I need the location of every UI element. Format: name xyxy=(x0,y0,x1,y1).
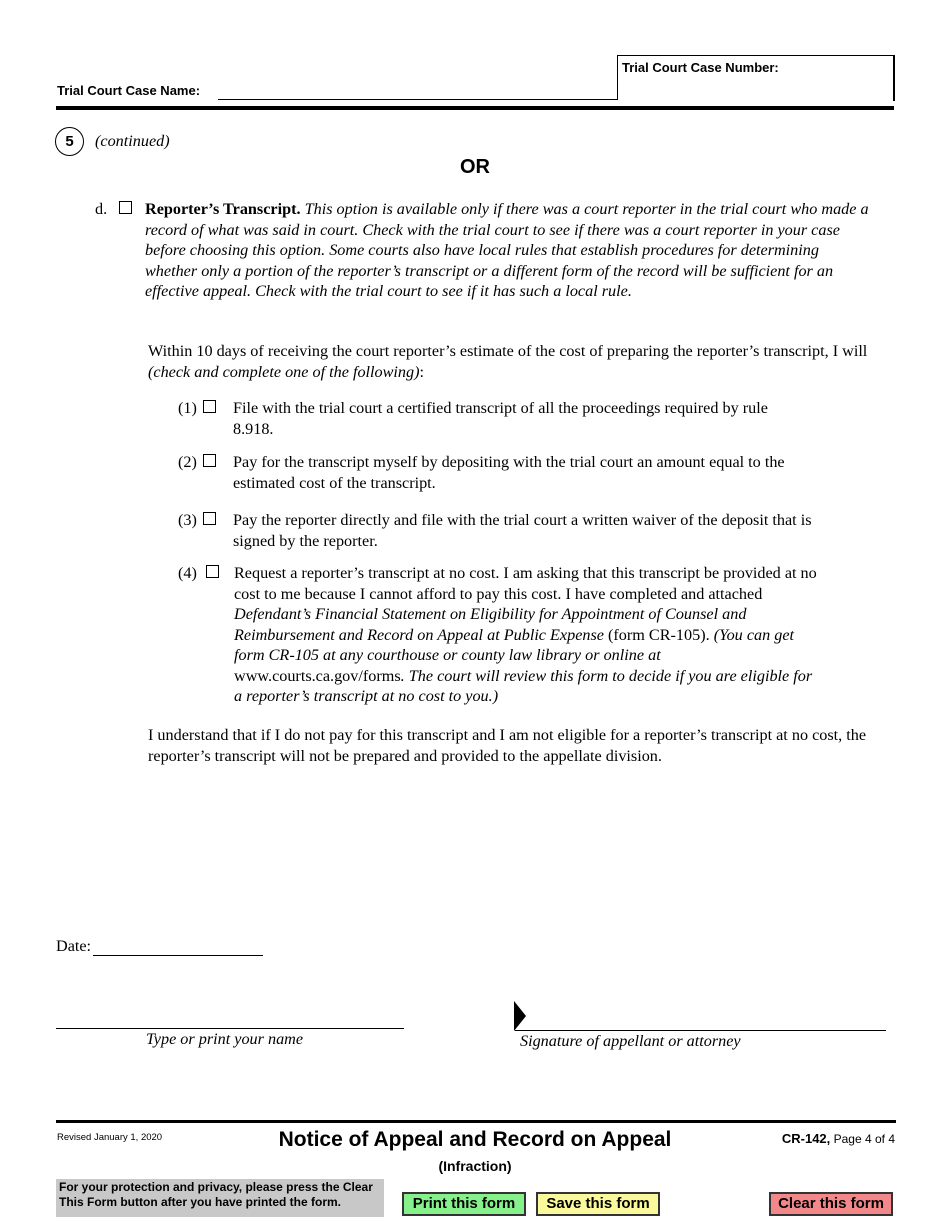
choice-4-paragraph xyxy=(234,563,824,707)
option-d-letter: d. xyxy=(95,200,108,218)
section-number-circle: 5 xyxy=(55,127,84,156)
signature-caption: Signature of appellant or attorney xyxy=(520,1032,741,1050)
choice-4-form-title: Defendant’s Financial Statement on Eligibility for Appointment of Counsel and Reimbursement and Record on Appeal at Public Expense xyxy=(234,605,747,644)
choice-4-url: www.courts.ca.gov/forms xyxy=(234,666,401,685)
footer-rule xyxy=(56,1120,896,1123)
understanding-paragraph: I understand that if I do not pay for this transcript and I am not eligible for a reporter’s transcript at no cost, the reporter’s transcript will not be prepared and provided to the appellate division. xyxy=(148,726,867,765)
option-d-paragraph xyxy=(145,199,875,302)
date-field[interactable] xyxy=(93,955,263,956)
choice-4-text: Request a reporter’s transcript at no cost. I am asking that this transcript be provided at no cost to me because I cannot afford to pay this cost. I have completed and attached xyxy=(234,564,817,603)
name-caption: Type or print your name xyxy=(146,1030,304,1048)
intro-instruction: (check and complete one of the following) xyxy=(148,362,420,381)
intro-paragraph xyxy=(148,341,888,382)
section-continued: (continued) xyxy=(95,132,170,150)
choice-4-number: (4) xyxy=(178,564,197,582)
choice-1-number: (1) xyxy=(178,399,197,417)
choice-4-note-b: . The court will review this form to decide if you are eligible for a reporter’s transcript at no cost to you.) xyxy=(234,666,813,705)
case-number-box[interactable] xyxy=(617,55,895,100)
form-code: CR-142, xyxy=(781,1131,831,1146)
option-d-title: Reporter’s Transcript. xyxy=(145,200,301,218)
date-label: Date: xyxy=(56,937,92,955)
or-heading: OR xyxy=(460,156,490,178)
choice-3-text: Pay the reporter directly and file with the trial court a written waiver of the deposit that is signed by the reporter. xyxy=(233,511,812,550)
choice-1-text: File with the trial court a certified transcript of all the proceedings required by rule 8.918. xyxy=(233,399,768,438)
revised-date: Revised January 1, 2020 xyxy=(57,1132,163,1143)
page-number: Page 4 of 4 xyxy=(830,1132,895,1146)
form-page-info xyxy=(782,1131,895,1146)
case-name-label: Trial Court Case Name: xyxy=(57,83,201,98)
privacy-notice: For your protection and privacy, please press the Clear This Form button after you have printed the form. xyxy=(56,1179,384,1217)
case-name-field[interactable] xyxy=(218,99,618,100)
header-rule xyxy=(56,106,894,110)
case-number-box-edge xyxy=(893,55,895,101)
save-form-button[interactable]: Save this form xyxy=(536,1192,660,1216)
choice-1-checkbox[interactable] xyxy=(203,400,216,413)
print-form-button[interactable]: Print this form xyxy=(402,1192,526,1216)
intro-colon: : xyxy=(419,362,425,381)
choice-4-checkbox[interactable] xyxy=(206,565,219,578)
choice-3-number: (3) xyxy=(178,511,197,529)
form-subtitle: (Infraction) xyxy=(438,1158,512,1174)
choice-2-number: (2) xyxy=(178,453,197,471)
option-d-checkbox[interactable] xyxy=(119,201,132,214)
intro-text: Within 10 days of receiving the court reporter’s estimate of the cost of preparing the reporter’s transcript, I will xyxy=(148,342,868,360)
case-number-label: Trial Court Case Number: xyxy=(622,60,779,75)
clear-form-button[interactable]: Clear this form xyxy=(769,1192,893,1216)
choice-4-note-a: (You can get form CR-105 at any courthouse or county law library or online at xyxy=(234,625,795,664)
signature-arrow-icon xyxy=(512,1001,528,1031)
choice-3-checkbox[interactable] xyxy=(203,512,216,525)
form-title: Notice of Appeal and Record on Appeal xyxy=(278,1128,672,1151)
option-d-description: This option is available only if there was a court reporter in the trial court who made a record of what was said in court. Check with the trial court to see if there was a court reporter in your case before choosing this option. Some courts also have local rules that establish procedures for determining whether only a portion of the reporter’s transcript or a different form of the record will be sufficient for an effective appeal. Check with the trial court to see if it has such a local rule. xyxy=(145,200,869,300)
choice-4-form-code: (form CR-105). xyxy=(603,625,714,644)
choice-2-checkbox[interactable] xyxy=(203,454,216,467)
choice-2-text: Pay for the transcript myself by depositing with the trial court an amount equal to the estimated cost of the transcript. xyxy=(233,453,785,492)
